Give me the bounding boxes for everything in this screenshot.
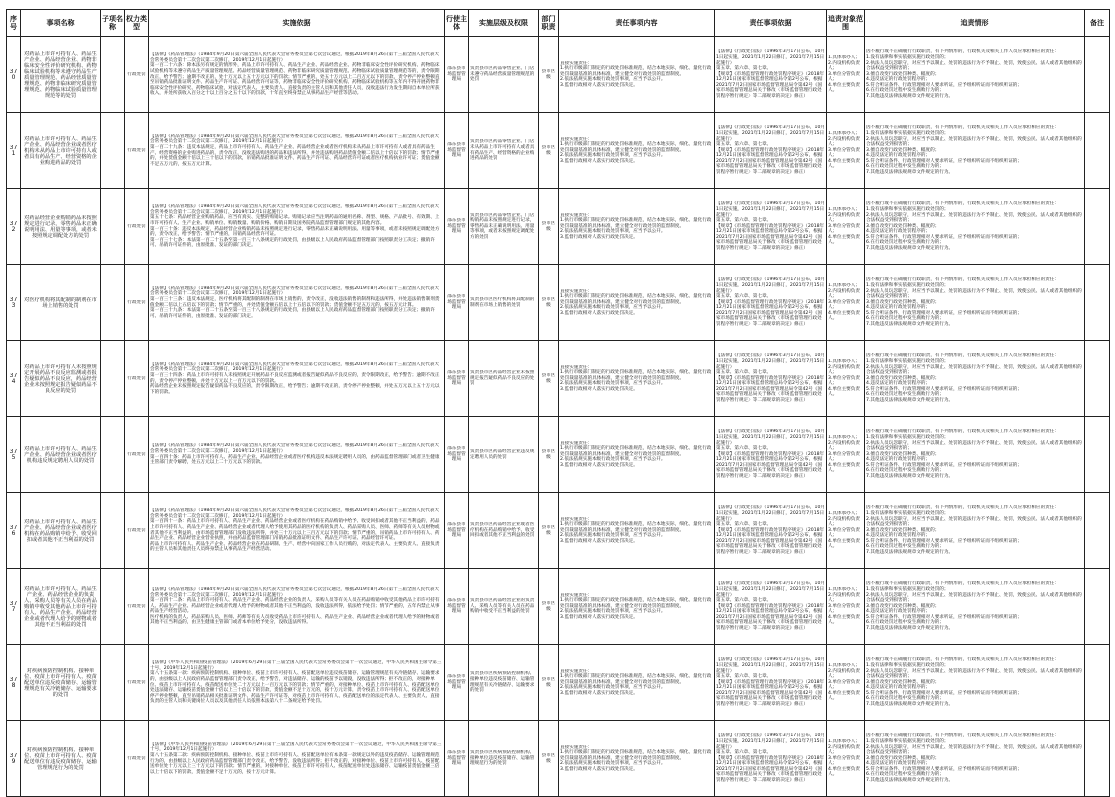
header-seq: 序号 [7,10,21,37]
cell-remark [1085,493,1110,569]
cell-remark [1085,721,1110,797]
cell-duty-text: 直接实施责任： 1.执行市级部门制定的行政处罚标准规范，结合本地实际，细化、量化行政处罚裁量基准的具体标准，建立健全对行政处罚的监督制度。 2.依法依规实施本级行政处罚事项，应当予以公开。 3.监督行政相对人落实行政处罚决定。 [560,668,712,696]
cell-sub [101,645,125,721]
cell-name-text: 对药品上市许可持有人、药品生产企业、药品经营企业或者医疗机构违反规定聘用人员的处罚 [24,445,97,464]
cell-target-text: 1.具体承办人； 2.内设机构负责人； 3.单位分管负责人； 4.单位主要负责人。 [828,738,860,778]
cell-name-text: 对医疗机构将其配制的制剂在市场上销售的处罚 [24,296,97,309]
cell-dept-duty [469,569,539,645]
cell-basis [149,113,445,189]
cell-level [539,721,559,797]
cell-duty-text: 直接实施责任： 1.执行市级部门制定的行政处罚标准规范，结合本地实际，细化、量化行政处罚裁量基准的具体标准，建立健全对行政处罚的监督制度。 2.依法依规实施本级行政处罚事项，应当予以公开。 3.监督行政相对人落实行政处罚决定。 [560,516,712,544]
cell-duty-text: 直接实施责任： 1.执行市级部门制定的行政处罚标准规范，结合本地实际，细化、量化行政处罚裁量基准的具体标准，建立健全对行政处罚的监督制度。 2.依法依规实施本级行政处罚事项，应当予以公开。 3.监督行政相对人落实行政处罚决定。 [560,212,712,240]
cell-duty-text: 直接实施责任： 1.执行市级部门制定的行政处罚标准规范，结合本地实际，细化、量化行政处罚裁量基准的具体标准，建立健全对行政处罚的监督制度。 2.依法依规实施本级行政处罚事项，应当予以公开。 3.监督行政相对人落实行政处罚决定。 [560,60,712,88]
cell-situation-text: 因不履行或不正确履行行政职责，有下列情形的，行政机关及相关工作人员应承担相应的责任： 1.没有法律和事实依据实施行政处罚的； 2.执法人员玩忽职守，对应当予以制止、处罚的违法行为不予制止、处罚，致使公民、法人或者其他组织的合法权益受到损害的； 3.擅自改变行政处罚种类、幅度的； 4.违反法定的行政处罚程序的； 5.符合听证条件、行政管理相对人要求听证，应予组织听证而不组织听证的； 6.在行政处罚过程中发生腐败行为的； 7.其他违反法律法规规章文件规定的行为。 [866,733,1082,784]
cell-duty [559,37,715,113]
cell-seq [7,417,21,493]
cell-level-text: 县市区级 [541,524,556,536]
cell-seq-text: 370 [9,68,18,81]
cell-sub [101,341,125,417]
cell-dept-duty-text: 负责县市区药品经营企业或者医疗机构在药品购销中给予、收受回扣或者其他不正当利益的处罚 [470,522,535,539]
cell-seq [7,341,21,417]
cell-subject [445,265,469,341]
cell-name [21,493,101,569]
cell-seq [7,37,21,113]
cell-dept-duty [469,189,539,265]
cell-target [827,645,865,721]
cell-duty-text: 直接实施责任： 1.执行市级部门制定的行政处罚标准规范，结合本地实际，细化、量化行政处罚裁量基准的具体标准，建立健全对行政处罚的监督制度。 2.依法依规实施本级行政处罚事项，应当予以公开。 3.监督行政相对人落实行政处罚决定。 [560,288,712,316]
cell-duty-basis-text: 【法律】《行政处罚法》（1996年3月17日公布，10月1日起实施，2021年1月22日修订，2021年7月15日起施行） 第五章、第六章、第七章。 【规章】《市场监督管理行政处罚程序规定》（2018年12月21日国家市场监督管理总局令第2号公布，根据2021年7月2日国家市场监督管理总局令第42号《国家市场监督管理总局关于修改〈市场监督管理行政处罚程序暂行规定〉等二部规章的决定》修正） [716,733,825,784]
cell-situation-text: 因不履行或不正确履行行政职责，有下列情形的，行政机关及相关工作人员应承担相应的责任： 1.没有法律和事实依据实施行政处罚的； 2.执法人员玩忽职守，对应当予以制止、处罚的违法行为不予制止、处罚，致使公民、法人或者其他组织的合法权益受到损害的； 3.擅自改变行政处罚种类、幅度的； 4.违反法定的行政处罚程序的； 5.符合听证条件、行政管理相对人要求听证，应予组织听证而不组织听证的； 6.在行政处罚过程中发生腐败行为的； 7.其他违反法律法规规章文件规定的行为。 [866,277,1082,328]
cell-subject-text: 邵东县市场监督管理局 [447,66,466,83]
cell-target-text: 1.具体承办人； 2.内设机构负责人； 3.单位分管负责人； 4.单位主要负责人。 [828,662,860,702]
cell-level [539,569,559,645]
cell-seq-text: 371 [9,144,18,157]
cell-target [827,189,865,265]
cell-type-text: 行政处罚 [127,223,146,229]
cell-seq [7,569,21,645]
cell-target-text: 1.具体承办人； 2.内设机构负责人； 3.单位分管负责人； 4.单位主要负责人。 [828,510,860,550]
cell-situation [865,493,1085,569]
cell-name-text: 对药品经营企业购销药品未按照规定进行记录，零售药品未正确说明用法、用量等事项，或者未按照规定调配处方的处罚 [24,214,97,239]
cell-dept-duty-text: 负责县市区疾病预防控制机构、接种单位违反疫苗储存、运输管理规范行为的处罚 [470,750,535,767]
cell-name [21,265,101,341]
cell-basis-text: 【法律】《药品管理法》（1984年9月20日第六届全国人民代表大会常务委员会第七次会议通过，根据2019年8月26日第十三届全国人民代表大会常务委员会第十二次会议第二次修订，2019年12月1日起施行） 第一百四十一条：药品上市许可持有人、药品生产企业、药品经营企业或者医疗机构在药品购销中给予、收受回扣或者其他不正当利益的，药品上市许可持有人、药品生产企业、药品经营企业或者代理人给予使用其药品的医疗机构的负责人、药品采购人员、医师、药师等有关人员财物或者其他不正当利益的，由市场监督管理部门没收违法所得，并处三十万元以上三百万元以下的罚款；情节严重的，吊销药品上市许可持有人、药品生产企业、药品经营企业营业执照，并由药品监督管理部门吊销药品批准证明文件、药品生产许可证、药品经营许可证。 药品上市许可持有人、药品生产企业、药品经营企业在药品研制、生产、经营中向国家工作人员行贿的，对法定代表人、主要负责人、直接负责的主管人员和其他责任人员终身禁止从事药品生产经营活动。 [150,508,440,553]
cell-duty-basis [715,341,827,417]
header-name: 事项名称 [21,10,101,37]
cell-situation-text: 因不履行或不正确履行行政职责，有下列情形的，行政机关及相关工作人员应承担相应的责任： 1.没有法律和事实依据实施行政处罚的； 2.执法人员玩忽职守，对应当予以制止、处罚的违法行为不予制止、处罚，致使公民、法人或者其他组织的合法权益受到损害的； 3.擅自改变行政处罚种类、幅度的； 4.违反法定的行政处罚程序的； 5.符合听证条件、行政管理相对人要求听证，应予组织听证而不组织听证的； 6.在行政处罚过程中发生腐败行为的； 7.其他违反法律法规规章文件规定的行为。 [866,505,1082,556]
header-row [7,10,1110,37]
cell-sub [101,417,125,493]
cell-duty-basis [715,265,827,341]
cell-duty-basis-text: 【法律】《行政处罚法》（1996年3月17日公布，10月1日起实施，2021年1月22日修订，2021年7月15日起施行） 第五章、第六章、第七章。 【规章】《市场监督管理行政处罚程序规定》（2018年12月21日国家市场监督管理总局令第2号公布，根据2021年7月2日国家市场监督管理总局令第42号《国家市场监督管理总局关于修改〈市场监督管理行政处罚程序暂行规定〉等二部规章的决定》修正） [716,277,825,328]
cell-target [827,113,865,189]
cell-duty [559,265,715,341]
cell-duty [559,645,715,721]
cell-duty [559,493,715,569]
cell-type [125,493,149,569]
cell-name [21,417,101,493]
cell-basis-text: 【法律】《中华人民共和国疫苗管理法》（2019年6月29日第十三届全国人民代表大会常务委员会第十一次会议通过，中华人民共和国主席令第三十号，2019年12月1日起施行） 第八十五条第一款：疾病预防控制机构、接种单位、疫苗上市许可持有人、疫苗配送单位违反疫苗储存、运输管理规范有关冷链储存、运输要求的，由县级以上人民政府药品监督管理部门责令改正，给予警告，对违法储存、运输的疫苗予以销毁，没收违法所得；拒不改正的，对接种单位、疫苗上市许可持有人、疫苗配送单位处二十万元以上一百万元以下的罚款；情节严重的，对接种单位、疫苗上市许可持有人、疫苗配送单位处违法储存、运输疫苗货值金额十倍以上三十倍以下的罚款，货值金额不足十万元的，按十万元计算，责令疫苗上市许可持有人、疫苗配送单位停产停业整顿，直至吊销药品相关批准证明文件、药品生产许可证等，对疫苗上市许可持有人、疫苗配送单位的法定代表人、主要负责人、直接负责的主管人员和关键岗位人员以及其他责任人员依照本法第八十二条规定给予处罚。 [150,660,442,705]
cell-seq [7,493,21,569]
cell-basis-text: 【法律】《药品管理法》（1984年9月20日第六届全国人民代表大会常务委员会第七次会议通过，根据2019年8月26日第十三届全国人民代表大会常务委员会第十二次会议第二次修订，2019年12月1日起施行） 第一百三十四条：药品上市许可持有人未按照规定开展药品不良反应监测或者报告疑似药品不良反应的，责令限期改正，给予警告；逾期不改正的，责令停产停业整顿，并处十万元以上一百万元以下的罚款。 药品经营企业未按照规定报告疑似药品不良反应的，责令限期改正，给予警告；逾期不改正的，责令停产停业整顿，并处五万元以上五十万元以下的罚款。 [150,361,440,395]
cell-duty-basis-text: 【法律】《行政处罚法》（1996年3月17日公布，10月1日起实施，2021年1月22日修订，2021年7月15日起施行） 第五章、第六章、第七章。 【规章】《市场监督管理行政处罚程序规定》（2018年12月21日国家市场监督管理总局令第2号公布，根据2021年7月2日国家市场监督管理总局令第42号《国家市场监督管理总局关于修改〈市场监督管理行政处罚程序暂行规定〉等二部规章的决定》修正） [716,353,825,404]
cell-duty-basis [715,493,827,569]
cell-basis-text: 【法律】《中华人民共和国疫苗管理法》（2019年6月29日第十三届全国人民代表大会常务委员会第十一次会议通过，中华人民共和国主席令第三十号，2019年12月1日起施行） 第八十五条第二款：疾病预防控制机构、接种单位、疫苗上市许可持有人、疫苗配送单位有本条第一款规定以外的违反疫苗储存、运输管理规范行为的，由县级以上人民政府药品监督管理部门责令改正，给予警告，没收违法所得；拒不改正的，对接种单位、疫苗上市许可持有人、疫苗配送单位处十万元以上三十万元以下的罚款；情节严重的，对接种单位、疫苗上市许可持有人、疫苗配送单位处违法储存、运输疫苗货值金额三倍以上十倍以下的罚款，货值金额不足十万元的，按十万元计算。 [150,741,442,775]
cell-subject-text: 邵东县市场监督管理局 [447,370,466,387]
cell-level-text: 县市区级 [541,296,556,308]
cell-name-text: 对药品上市许可持有人、药品生产企业、药品经营企业的负责人、采购人员等有关人员在药品购销中收受其他药品上市许可持有人、药品生产企业、药品经营企业或者代理人给予的财物或者其他不正当利益的处罚 [24,585,97,628]
cell-subject-text: 邵东县市场监督管理局 [447,598,466,615]
table-row [7,569,1110,645]
cell-basis [149,493,445,569]
cell-dept-duty [469,341,539,417]
cell-name [21,645,101,721]
cell-level-text: 县市区级 [541,372,556,384]
cell-subject [445,189,469,265]
cell-name [21,37,101,113]
cell-situation [865,37,1085,113]
cell-dept-duty-text: 负责县市区药品零售企业、门店未从药品上市许可持有人或者具有药品生产、经营资格的企业购进药品的处罚 [470,139,535,162]
cell-situation [865,645,1085,721]
cell-level [539,645,559,721]
cell-situation [865,113,1085,189]
cell-basis-text: 【法律】《药品管理法》（1984年9月20日第六届全国人民代表大会常务委员会第七次会议通过，根据2019年8月26日第十三届全国人民代表大会常务委员会第十二次会议第二次修订，2019年12月1日起施行） 第一百四十条：药品上市许可持有人、药品生产企业、药品经营企业或者医疗机构违反本法规定聘用人员的，由药品监督管理部门或者卫生健康主管部门责令解聘，处五万元以上二十万元以下的罚款。 [150,443,440,466]
cell-target [827,265,865,341]
table-row [7,189,1110,265]
cell-dept-duty-text: 负责县市区药品零售企业、门店未遵守药品经营质量管理规范的处罚 [470,66,535,83]
cell-level [539,417,559,493]
cell-basis [149,645,445,721]
cell-type [125,37,149,113]
cell-level-text: 县市区级 [541,752,556,764]
cell-situation [865,569,1085,645]
cell-subject [445,493,469,569]
cell-duty-basis [715,417,827,493]
cell-duty-basis-text: 【法律】《行政处罚法》（1996年3月17日公布，10月1日起实施，2021年1月22日修订，2021年7月15日起施行） 第五章、第六章、第七章。 【规章】《市场监督管理行政处罚程序规定》（2018年12月21日国家市场监督管理总局令第2号公布，根据2021年7月2日国家市场监督管理总局令第42号《国家市场监督管理总局关于修改〈市场监督管理行政处罚程序暂行规定〉等二部规章的决定》修正） [716,125,825,176]
cell-type-text: 行政处罚 [127,71,146,77]
cell-dept-duty-text: 负责县市区疾病预防控制机构、接种单位违反疫苗储存、运输管理规范有关冷链储存、运输要求的处罚 [470,671,535,694]
cell-duty [559,569,715,645]
cell-basis [149,569,445,645]
cell-basis-text: 【法律】《药品管理法》（1984年9月20日第六届全国人民代表大会常务委员会第七次会议通过，根据2019年8月26日第十三届全国人民代表大会常务委员会第十二次会议第二次修订，2019年12月1日起施行） 第一百二十六条：除本法另有规定的情形外，药品上市许可持有人、药品生产企业、药品经营企业、药物非临床安全性评价研究机构、药物临床试验机构等未遵守药品生产质量管理规范、药品经营质量管理规范、药物非临床研究质量管理规范、药物临床试验质量管理规范等的，责令限期改正，给予警告；逾期不改正的，处十万元以上五十万元以下的罚款；情节严重的，处五十万元以上二百万元以下的罚款，责令停产停业整顿直至吊销药品批准证明文件、药品生产许可证、药品经营许可证等，药物非临床安全性评价研究机构、药物临床试验机构等五年内不得开展药物非临床安全性评价研究、药物临床试验，对法定代表人、主要负责人、直接负责的主管人员和其他责任人员，没收违法行为发生期间自本单位所获收入，并处所获收入百分之十以上百分之五十以下的罚款，十年直至终身禁止从事药品生产经营等活动。 [150,52,440,97]
header-type: 权力类型 [125,10,149,37]
cell-duty [559,189,715,265]
cell-level-text: 县市区级 [541,448,556,460]
cell-situation-text: 因不履行或不正确履行行政职责，有下列情形的，行政机关及相关工作人员应承担相应的责任： 1.没有法律和事实依据实施行政处罚的； 2.执法人员玩忽职守，对应当予以制止、处罚的违法行为不予制止、处罚，致使公民、法人或者其他组织的合法权益受到损害的； 3.擅自改变行政处罚种类、幅度的； 4.违反法定的行政处罚程序的； 5.符合听证条件、行政管理相对人要求听证，应予组织听证而不组织听证的； 6.在行政处罚过程中发生腐败行为的； 7.其他违反法律法规规章文件规定的行为。 [866,429,1082,480]
cell-type [125,265,149,341]
cell-dept-duty [469,417,539,493]
cell-subject-text: 邵东县市场监督管理局 [447,142,466,159]
cell-type-text: 行政处罚 [127,451,146,457]
cell-seq [7,645,21,721]
table-row [7,37,1110,113]
table-row [7,341,1110,417]
cell-type [125,113,149,189]
cell-basis [149,721,445,797]
cell-dept-duty-text: 负责县市区药品经营企业未按照规定报告疑似药品不良反应的处罚 [470,370,535,387]
cell-level [539,37,559,113]
cell-dept-duty [469,113,539,189]
cell-duty-text: 直接实施责任： 1.执行市级部门制定的行政处罚标准规范，结合本地实际，细化、量化行政处罚裁量基准的具体标准，建立健全对行政处罚的监督制度。 2.依法依规实施本级行政处罚事项，应当予以公开。 3.监督行政相对人落实行政处罚决定。 [560,136,712,164]
cell-type-text: 行政处罚 [127,679,146,685]
cell-name-text: 对药品上市许可持有人、药品生产企业、药品经营企业或者医疗机构未从药品上市许可持有人或者具有药品生产、经营资格的企业购进药品的处罚 [24,135,97,166]
header-duty: 责任事项内容 [559,10,715,37]
header-basis: 实施依据 [149,10,445,37]
cell-basis-text: 【法律】《药品管理法》（1984年9月20日第六届全国人民代表大会常务委员会第七次会议通过，根据2019年8月26日第十三届全国人民代表大会常务委员会第十二次会议第二次修订，2019年12月1日起施行） 第一百三十三条：违反本法规定，医疗机构将其配制的制剂在市场上销售的，责令改正，没收违法销售的制剂和违法所得，并处违法销售制剂货值金额二倍以上五倍以下的罚款；情节严重的，并处货值金额五倍以上十五倍以下的罚款；货值金额不足五万元的，按五万元计算。 第一百三十九条：本法第一百二十五条至第一百三十八条规定的行政处罚，由县级以上人民政府药品监督管理部门按照职责分工决定；撤销许可、吊销许可证件的，由原批准、发证的部门决定。 [150,285,440,319]
cell-sub [101,113,125,189]
cell-dept-duty [469,493,539,569]
cell-type [125,417,149,493]
cell-subject [445,113,469,189]
cell-duty-basis [715,569,827,645]
cell-duty-text: 直接实施责任： 1.执行市级部门制定的行政处罚标准规范，结合本地实际，细化、量化行政处罚裁量基准的具体标准，建立健全对行政处罚的监督制度。 2.依法依规实施本级行政处罚事项，应当予以公开。 3.监督行政相对人落实行政处罚决定。 [560,744,712,772]
cell-seq-text: 374 [9,372,18,385]
cell-duty [559,417,715,493]
cell-name-text: 对药品上市许可持有人、药品生产企业、药品经营企业或者医疗机构在药品购销中给予、收受回扣或者其他不正当利益的处罚 [24,518,97,543]
cell-dept-duty-text: 负责县市区药品经营企业的负责人、采购人员等有关人员在药品购销中收受不正当利益的处罚 [470,598,535,615]
cell-type-text: 行政处罚 [127,527,146,533]
cell-remark [1085,569,1110,645]
cell-name [21,341,101,417]
cell-basis [149,417,445,493]
cell-situation-text: 因不履行或不正确履行行政职责，有下列情形的，行政机关及相关工作人员应承担相应的责任： 1.没有法律和事实依据实施行政处罚的； 2.执法人员玩忽职守，对应当予以制止、处罚的违法行为不予制止、处罚，致使公民、法人或者其他组织的合法权益受到损害的； 3.擅自改变行政处罚种类、幅度的； 4.违反法定的行政处罚程序的； 5.符合听证条件、行政管理相对人要求听证，应予组织听证而不组织听证的； 6.在行政处罚过程中发生腐败行为的； 7.其他违反法律法规规章文件规定的行为。 [866,125,1082,176]
cell-basis [149,37,445,113]
cell-subject-text: 邵东县市场监督管理局 [447,218,466,235]
header-duty-basis: 责任事项依据 [715,10,827,37]
cell-remark [1085,37,1110,113]
cell-target [827,721,865,797]
cell-situation-text: 因不履行或不正确履行行政职责，有下列情形的，行政机关及相关工作人员应承担相应的责任： 1.没有法律和事实依据实施行政处罚的； 2.执法人员玩忽职守，对应当予以制止、处罚的违法行为不予制止、处罚，致使公民、法人或者其他组织的合法权益受到损害的； 3.擅自改变行政处罚种类、幅度的； 4.违反法定的行政处罚程序的； 5.符合听证条件、行政管理相对人要求听证，应予组织听证而不组织听证的； 6.在行政处罚过程中发生腐败行为的； 7.其他违反法律法规规章文件规定的行为。 [866,49,1082,100]
cell-dept-duty [469,37,539,113]
cell-type-text: 行政处罚 [127,603,146,609]
header-remark: 备注 [1085,10,1110,37]
cell-duty-basis [715,37,827,113]
cell-remark [1085,113,1110,189]
cell-target-text: 1.具体承办人； 2.内设机构负责人； 3.单位分管负责人； 4.单位主要负责人。 [828,130,860,170]
power-list-table [6,9,1110,797]
cell-sub [101,37,125,113]
cell-subject [445,569,469,645]
cell-subject [445,417,469,493]
table-row [7,113,1110,189]
cell-situation-text: 因不履行或不正确履行行政职责，有下列情形的，行政机关及相关工作人员应承担相应的责任： 1.没有法律和事实依据实施行政处罚的； 2.执法人员玩忽职守，对应当予以制止、处罚的违法行为不予制止、处罚，致使公民、法人或者其他组织的合法权益受到损害的； 3.擅自改变行政处罚种类、幅度的； 4.违反法定的行政处罚程序的； 5.符合听证条件、行政管理相对人要求听证，应予组织听证而不组织听证的； 6.在行政处罚过程中发生腐败行为的； 7.其他违反法律法规规章文件规定的行为。 [866,581,1082,632]
cell-duty-basis [715,721,827,797]
cell-situation [865,189,1085,265]
cell-remark [1085,189,1110,265]
cell-subject [445,341,469,417]
cell-duty [559,113,715,189]
cell-duty [559,721,715,797]
cell-target-text: 1.具体承办人； 2.内设机构负责人； 3.单位分管负责人； 4.单位主要负责人。 [828,358,860,398]
header-dept: 部门职责 [539,10,559,37]
table-row [7,417,1110,493]
cell-basis-text: 【法律】《药品管理法》（1984年9月20日第六届全国人民代表大会常务委员会第七次会议通过，根据2019年8月26日第十三届全国人民代表大会常务委员会第十二次会议第二次修订，2019年12月1日起施行） 第一百二十九条：违反本法规定，药品上市许可持有人、药品生产企业、药品经营企业或者医疗机构未从药品上市许可持有人或者具有药品生产、经营资格的企业购进药品的，责令改正，没收违法购进的药品和违法所得，并处违法购进药品货值金额二倍以上十倍以下的罚款；情节严重的，并处货值金额十倍以上三十倍以下的罚款，吊销药品批准证明文件、药品生产许可证、药品经营许可证或者医疗机构执业许可证；货值金额不足五万元的，按五万元计算。 [150,133,440,167]
cell-level [539,189,559,265]
cell-name-text: 对药品上市许可持有人未按照规定开展药品不良反应监测或者报告疑似药品不良反应，药品经营企业未按照规定报告疑似药品不良反应的处罚 [24,363,97,394]
cell-seq-text: 378 [9,676,18,689]
table-body [7,37,1110,797]
cell-sub [101,493,125,569]
cell-target-text: 1.具体承办人； 2.内设机构负责人； 3.单位分管负责人； 4.单位主要负责人。 [828,434,860,474]
cell-type [125,189,149,265]
cell-sub [101,189,125,265]
cell-sub [101,569,125,645]
cell-subject [445,37,469,113]
cell-name [21,189,101,265]
cell-remark [1085,417,1110,493]
header-subject: 行使主体 [445,10,469,37]
cell-duty-basis-text: 【法律】《行政处罚法》（1996年3月17日公布，10月1日起实施，2021年1月22日修订，2021年7月15日起施行） 第五章、第六章、第七章。 【规章】《市场监督管理行政处罚程序规定》（2018年12月21日国家市场监督管理总局令第2号公布，根据2021年7月2日国家市场监督管理总局令第42号《国家市场监督管理总局关于修改〈市场监督管理行政处罚程序暂行规定〉等二部规章的决定》修正） [716,201,825,252]
cell-level-text: 县市区级 [541,676,556,688]
cell-duty-text: 直接实施责任： 1.执行市级部门制定的行政处罚标准规范，结合本地实际，细化、量化行政处罚裁量基准的具体标准，建立健全对行政处罚的监督制度。 2.依法依规实施本级行政处罚事项，应当予以公开。 3.监督行政相对人落实行政处罚决定。 [560,440,712,468]
cell-duty-basis-text: 【法律】《行政处罚法》（1996年3月17日公布，10月1日起实施，2021年1月22日修订，2021年7月15日起施行） 第五章、第六章、第七章。 【规章】《市场监督管理行政处罚程序规定》（2018年12月21日国家市场监督管理总局令第2号公布，根据2021年7月2日国家市场监督管理总局令第42号《国家市场监督管理总局关于修改〈市场监督管理行政处罚程序暂行规定〉等二部规章的决定》修正） [716,505,825,556]
table-row [7,493,1110,569]
cell-duty-basis-text: 【法律】《行政处罚法》（1996年3月17日公布，10月1日起实施，2021年1月22日修订，2021年7月15日起施行） 第五章、第六章、第七章。 【规章】《市场监督管理行政处罚程序规定》（2018年12月21日国家市场监督管理总局令第2号公布，根据2021年7月2日国家市场监督管理总局令第42号《国家市场监督管理总局关于修改〈市场监督管理行政处罚程序暂行规定〉等二部规章的决定》修正） [716,429,825,480]
cell-dept-duty [469,265,539,341]
cell-seq [7,721,21,797]
cell-name-text: 对药品上市许可持有人、药品生产企业、药品经营企业、药物非临床安全性评价研究机构、药物临床试验机构等未遵守药品生产质量管理规范、药品经营质量管理规范、药物非临床研究质量管理规范、药物临床试验质量管理规范等的处罚 [24,50,97,99]
cell-sub [101,265,125,341]
cell-duty-basis [715,189,827,265]
cell-basis [149,265,445,341]
cell-name-text: 对疾病预防控制机构、接种单位、疫苗上市许可持有人、疫苗配送单位有违反疫苗储存、运输管理规范行为的处罚 [24,746,97,771]
cell-level-text: 县市区级 [541,220,556,232]
cell-target [827,417,865,493]
header-sub: 子项名称 [101,10,125,37]
cell-level [539,341,559,417]
cell-dept-duty [469,721,539,797]
cell-target [827,37,865,113]
cell-type [125,569,149,645]
cell-duty-text: 直接实施责任： 1.执行市级部门制定的行政处罚标准规范，结合本地实际，细化、量化行政处罚裁量基准的具体标准，建立健全对行政处罚的监督制度。 2.依法依规实施本级行政处罚事项，应当予以公开。 3.监督行政相对人落实行政处罚决定。 [560,592,712,620]
cell-situation-text: 因不履行或不正确履行行政职责，有下列情形的，行政机关及相关工作人员应承担相应的责任： 1.没有法律和事实依据实施行政处罚的； 2.执法人员玩忽职守，对应当予以制止、处罚的违法行为不予制止、处罚，致使公民、法人或者其他组织的合法权益受到损害的； 3.擅自改变行政处罚种类、幅度的； 4.违反法定的行政处罚程序的； 5.符合听证条件、行政管理相对人要求听证，应予组织听证而不组织听证的； 6.在行政处罚过程中发生腐败行为的； 7.其他违反法律法规规章文件规定的行为。 [866,201,1082,252]
cell-subject-text: 邵东县市场监督管理局 [447,750,466,767]
table-row [7,721,1110,797]
cell-seq-text: 377 [9,600,18,613]
header-situation: 追责情形 [865,10,1085,37]
cell-dept-duty [469,645,539,721]
cell-remark [1085,645,1110,721]
header-target: 追责对象范围 [827,10,865,37]
cell-type-text: 行政处罚 [127,375,146,381]
cell-level-text: 县市区级 [541,600,556,612]
cell-situation [865,417,1085,493]
table-row [7,645,1110,721]
cell-situation-text: 因不履行或不正确履行行政职责，有下列情形的，行政机关及相关工作人员应承担相应的责任： 1.没有法律和事实依据实施行政处罚的； 2.执法人员玩忽职守，对应当予以制止、处罚的违法行为不予制止、处罚，致使公民、法人或者其他组织的合法权益受到损害的； 3.擅自改变行政处罚种类、幅度的； 4.违反法定的行政处罚程序的； 5.符合听证条件、行政管理相对人要求听证，应予组织听证而不组织听证的； 6.在行政处罚过程中发生腐败行为的； 7.其他违反法律法规规章文件规定的行为。 [866,657,1082,708]
cell-duty-basis [715,113,827,189]
cell-remark [1085,265,1110,341]
cell-seq [7,265,21,341]
cell-level-text: 县市区级 [541,68,556,80]
cell-sub [101,721,125,797]
cell-situation [865,265,1085,341]
cell-duty-text: 直接实施责任： 1.执行市级部门制定的行政处罚标准规范，结合本地实际，细化、量化行政处罚裁量基准的具体标准，建立健全对行政处罚的监督制度。 2.依法依规实施本级行政处罚事项，应当予以公开。 3.监督行政相对人落实行政处罚决定。 [560,364,712,392]
cell-seq-text: 372 [9,220,18,233]
cell-level [539,265,559,341]
cell-level [539,493,559,569]
cell-seq-text: 379 [9,752,18,765]
cell-seq [7,189,21,265]
cell-duty-basis [715,645,827,721]
cell-type [125,645,149,721]
cell-seq [7,113,21,189]
cell-dept-duty-text: 负责县市区药品经营企业违反规定聘用人员的处罚 [470,448,535,460]
cell-name [21,569,101,645]
cell-type [125,341,149,417]
cell-type-text: 行政处罚 [127,147,146,153]
cell-name-text: 对疾病预防控制机构、接种单位、疫苗上市许可持有人、疫苗配送单位违反疫苗储存、运输管理规范有关冷链储存、运输要求的处罚 [24,667,97,698]
cell-target-text: 1.具体承办人； 2.内设机构负责人； 3.单位分管负责人； 4.单位主要负责人。 [828,54,860,94]
cell-basis-text: 【法律】《药品管理法》（1984年9月20日第六届全国人民代表大会常务委员会第七次会议通过，根据2019年8月26日第十三届全国人民代表大会常务委员会第十二次会议第二次修订，2019年12月1日起施行） 第一百四十二条：药品上市许可持有人、药品生产企业、药品经营企业的负责人、采购人员等有关人员在药品购销中收受其他药品上市许可持有人、药品生产企业、药品经营企业或者代理人给予的财物或者其他不正当利益的，没收违法所得，依法给予处罚；情节严重的，五年内禁止从事药品生产经营活动。 医疗机构的负责人、药品采购人员、医师、药师等有关人员收受药品上市许可持有人、药品生产企业、药品经营企业或者代理人给予的财物或者其他不正当利益的，由卫生健康主管部门或者本单位给予处分，没收违法所得。 [150,586,440,626]
cell-dept-duty-text: 负责县市区药品零售企业、门店购销药品未按照规定进行记录，零售药品未正确说明用法、用量等事项，或者未按照规定调配处方的处罚 [470,212,535,240]
cell-target [827,341,865,417]
cell-name [21,721,101,797]
cell-subject [445,645,469,721]
cell-type-text: 行政处罚 [127,755,146,761]
cell-duty-basis-text: 【法律】《行政处罚法》（1996年3月17日公布，10月1日起实施，2021年1月22日修订，2021年7月15日起施行） 第五章、第六章、第七章。 【规章】《市场监督管理行政处罚程序规定》（2018年12月21日国家市场监督管理总局令第2号公布，根据2021年7月2日国家市场监督管理总局令第42号《国家市场监督管理总局关于修改〈市场监督管理行政处罚程序暂行规定〉等二部规章的决定》修正） [716,581,825,632]
cell-situation [865,721,1085,797]
cell-basis-text: 【法律】《药品管理法》（1984年9月20日第六届全国人民代表大会常务委员会第七次会议通过，根据2019年8月26日第十三届全国人民代表大会常务委员会第十二次会议第二次修订，2019年12月1日起施行） 第五十七条：药品经营企业购销药品，应当有真实、完整的购销记录。购销记录应当注明药品的通用名称、剂型、规格、产品批号、有效期、上市许可持有人、生产企业、购销单位、购销数量、购销价格、购销日期及国务院药品监督管理部门规定的其他内容。 第一百三十条：违反本法规定，药品经营企业购销药品未按照规定进行记录，零售药品未正确说明用法、用量等事项，或者未按照规定调配处方的，责令改正，给予警告；情节严重的，吊销药品经营许可证。 第一百三十七条：本法第一百二十五条至第一百三十八条规定的行政处罚，由县级以上人民政府药品监督管理部门按照职责分工决定；撤销许可、吊销许可证件的，由原批准、发证的部门决定。 [150,204,440,249]
document-page [6,9,1109,797]
cell-duty-basis-text: 【法律】《行政处罚法》（1996年3月17日公布，10月1日起实施，2021年1月22日修订，2021年7月15日起施行） 第五章、第六章、第七章。 【规章】《市场监督管理行政处罚程序规定》（2018年12月21日国家市场监督管理总局令第2号公布，根据2021年7月2日国家市场监督管理总局令第42号《国家市场监督管理总局关于修改〈市场监督管理行政处罚程序暂行规定〉等二部规章的决定》修正） [716,49,825,100]
cell-type [125,721,149,797]
cell-dept-duty-text: 负责县市区医疗机构将其配制的制剂在市场上销售的处罚 [470,296,535,308]
cell-name [21,113,101,189]
cell-subject-text: 邵东县市场监督管理局 [447,522,466,539]
cell-target-text: 1.具体承办人； 2.内设机构负责人； 3.单位分管负责人； 4.单位主要负责人。 [828,586,860,626]
table-row [7,265,1110,341]
cell-type-text: 行政处罚 [127,299,146,305]
cell-remark [1085,341,1110,417]
cell-situation [865,341,1085,417]
cell-target [827,569,865,645]
cell-target [827,493,865,569]
cell-basis [149,341,445,417]
cell-duty [559,341,715,417]
header-level: 实施层级及权限 [469,10,539,37]
cell-basis [149,189,445,265]
cell-level-text: 县市区级 [541,144,556,156]
cell-seq-text: 375 [9,448,18,461]
cell-subject-text: 邵东县市场监督管理局 [447,674,466,691]
cell-subject-text: 邵东县市场监督管理局 [447,446,466,463]
cell-subject [445,721,469,797]
cell-duty-basis-text: 【法律】《行政处罚法》（1996年3月17日公布，10月1日起实施，2021年1月22日修订，2021年7月15日起施行） 第五章、第六章、第七章。 【规章】《市场监督管理行政处罚程序规定》（2018年12月21日国家市场监督管理总局令第2号公布，根据2021年7月2日国家市场监督管理总局令第42号《国家市场监督管理总局关于修改〈市场监督管理行政处罚程序暂行规定〉等二部规章的决定》修正） [716,657,825,708]
cell-level [539,113,559,189]
cell-seq-text: 376 [9,524,18,537]
cell-target-text: 1.具体承办人； 2.内设机构负责人； 3.单位分管负责人； 4.单位主要负责人。 [828,206,860,246]
cell-seq-text: 373 [9,296,18,309]
cell-situation-text: 因不履行或不正确履行行政职责，有下列情形的，行政机关及相关工作人员应承担相应的责任： 1.没有法律和事实依据实施行政处罚的； 2.执法人员玩忽职守，对应当予以制止、处罚的违法行为不予制止、处罚，致使公民、法人或者其他组织的合法权益受到损害的； 3.擅自改变行政处罚种类、幅度的； 4.违反法定的行政处罚程序的； 5.符合听证条件、行政管理相对人要求听证，应予组织听证而不组织听证的； 6.在行政处罚过程中发生腐败行为的； 7.其他违反法律法规规章文件规定的行为。 [866,353,1082,404]
cell-target-text: 1.具体承办人； 2.内设机构负责人； 3.单位分管负责人； 4.单位主要负责人。 [828,282,860,322]
cell-subject-text: 邵东县市场监督管理局 [447,294,466,311]
